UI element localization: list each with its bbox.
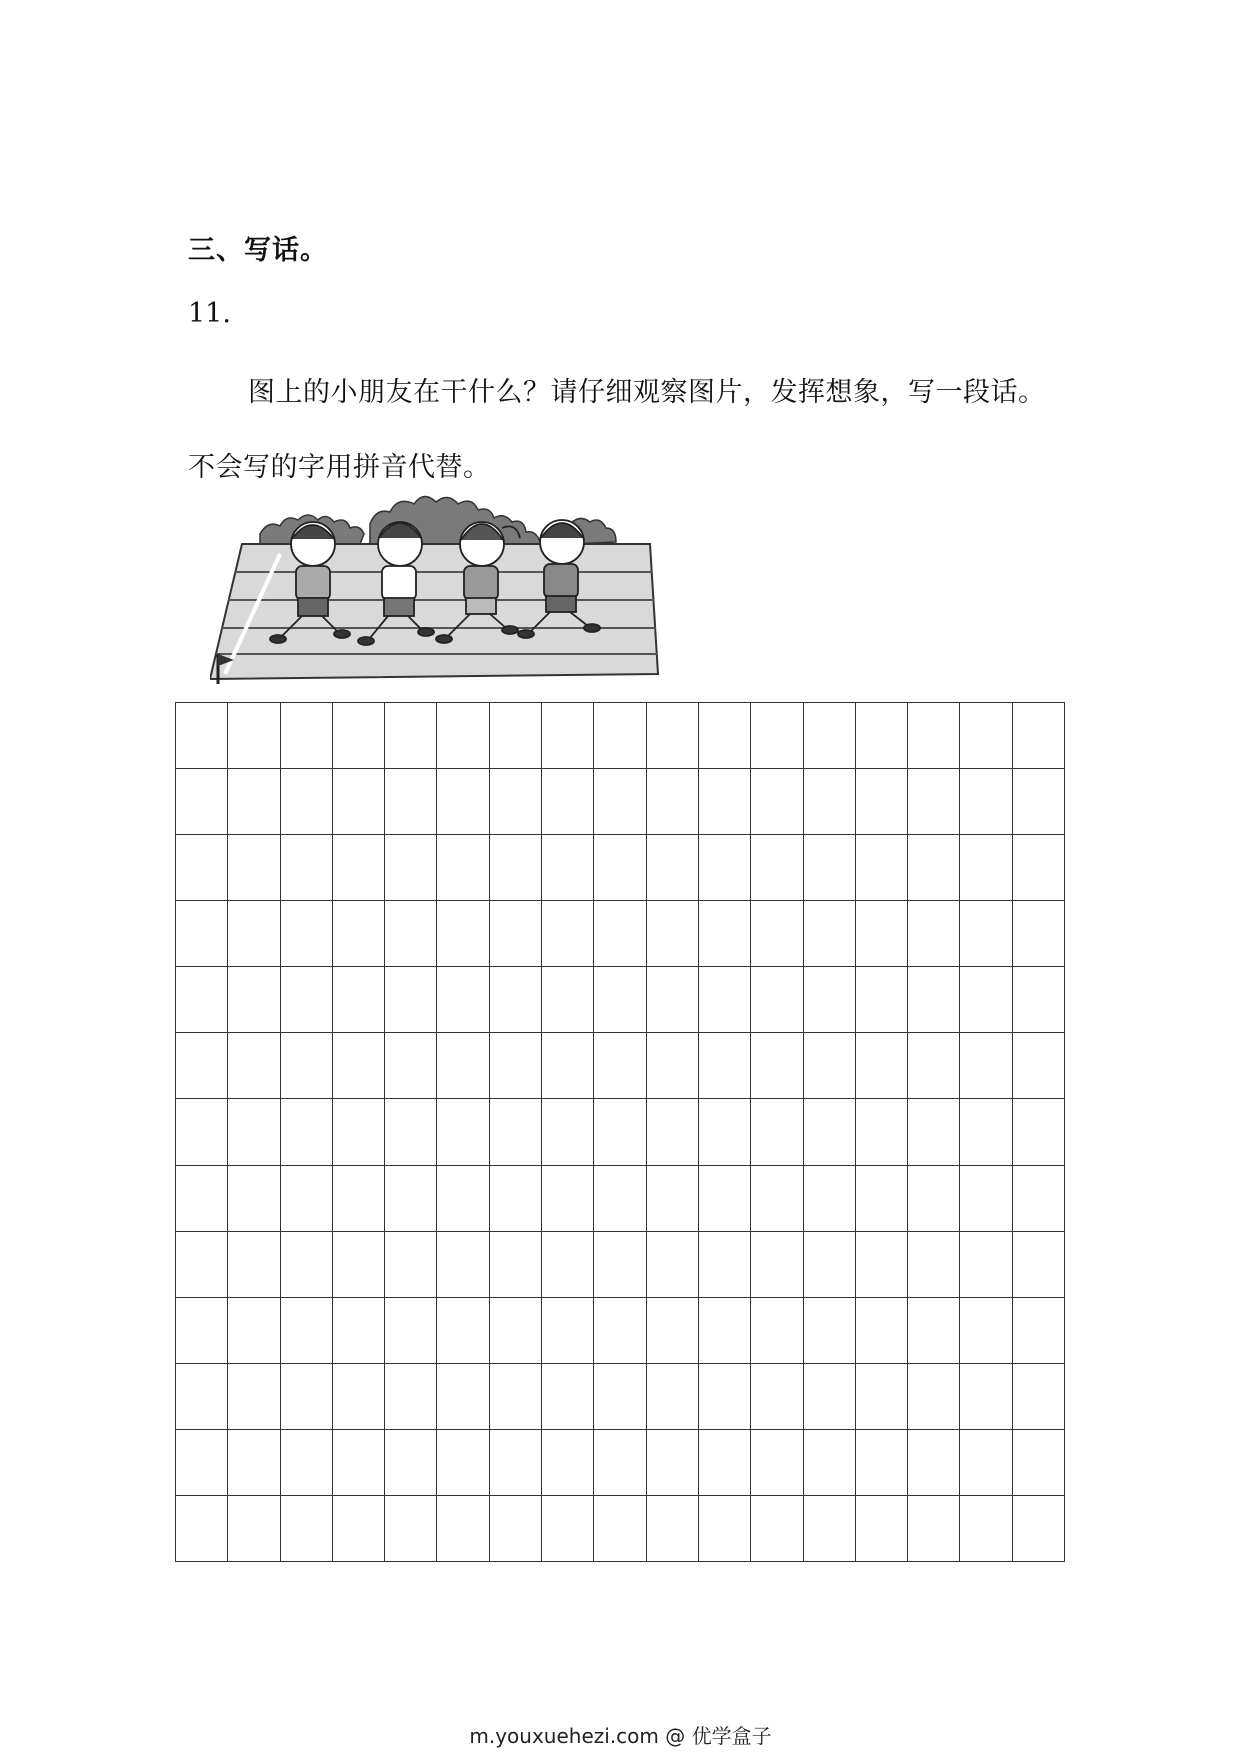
writing-cell[interactable] bbox=[542, 967, 594, 1033]
writing-cell[interactable] bbox=[751, 1298, 803, 1364]
writing-cell[interactable] bbox=[490, 901, 542, 967]
writing-cell[interactable] bbox=[960, 1166, 1012, 1232]
writing-cell[interactable] bbox=[228, 1232, 280, 1298]
writing-cell[interactable] bbox=[437, 1099, 489, 1165]
writing-cell[interactable] bbox=[1013, 769, 1065, 835]
writing-cell[interactable] bbox=[751, 1364, 803, 1430]
writing-cell[interactable] bbox=[385, 1232, 437, 1298]
writing-cell[interactable] bbox=[490, 1033, 542, 1099]
writing-cell[interactable] bbox=[490, 1232, 542, 1298]
writing-cell[interactable] bbox=[385, 835, 437, 901]
writing-cell[interactable] bbox=[228, 1166, 280, 1232]
writing-cell[interactable] bbox=[908, 967, 960, 1033]
writing-cell[interactable] bbox=[960, 1364, 1012, 1430]
writing-cell[interactable] bbox=[960, 1033, 1012, 1099]
writing-cell[interactable] bbox=[1013, 901, 1065, 967]
writing-cell[interactable] bbox=[490, 1099, 542, 1165]
footer-watermark: m.youxuehezi.com @ 优学盒子 bbox=[469, 1724, 772, 1748]
writing-cell[interactable] bbox=[908, 769, 960, 835]
writing-cell[interactable] bbox=[542, 901, 594, 967]
writing-cell[interactable] bbox=[437, 769, 489, 835]
writing-cell[interactable] bbox=[176, 967, 228, 1033]
writing-cell[interactable] bbox=[960, 1099, 1012, 1165]
writing-cell[interactable] bbox=[594, 901, 646, 967]
writing-cell[interactable] bbox=[281, 901, 333, 967]
writing-cell[interactable] bbox=[960, 769, 1012, 835]
writing-cell[interactable] bbox=[804, 1232, 856, 1298]
writing-cell[interactable] bbox=[699, 967, 751, 1033]
writing-cell[interactable] bbox=[751, 1232, 803, 1298]
writing-cell[interactable] bbox=[176, 1364, 228, 1430]
writing-cell[interactable] bbox=[594, 835, 646, 901]
writing-cell[interactable] bbox=[437, 967, 489, 1033]
writing-cell[interactable] bbox=[960, 1298, 1012, 1364]
writing-cell[interactable] bbox=[1013, 1099, 1065, 1165]
writing-cell[interactable] bbox=[699, 1364, 751, 1430]
writing-cell[interactable] bbox=[751, 1496, 803, 1562]
writing-cell[interactable] bbox=[647, 1166, 699, 1232]
writing-cell[interactable] bbox=[856, 1166, 908, 1232]
writing-cell[interactable] bbox=[281, 1364, 333, 1430]
writing-cell[interactable] bbox=[490, 1298, 542, 1364]
writing-cell[interactable] bbox=[647, 1099, 699, 1165]
writing-cell[interactable] bbox=[751, 1099, 803, 1165]
writing-cell[interactable] bbox=[594, 1166, 646, 1232]
writing-cell[interactable] bbox=[333, 1232, 385, 1298]
writing-cell[interactable] bbox=[804, 1298, 856, 1364]
writing-cell[interactable] bbox=[908, 1232, 960, 1298]
writing-cell[interactable] bbox=[385, 967, 437, 1033]
writing-cell[interactable] bbox=[1013, 703, 1065, 769]
writing-cell[interactable] bbox=[699, 1496, 751, 1562]
writing-cell[interactable] bbox=[281, 1166, 333, 1232]
writing-cell[interactable] bbox=[333, 1430, 385, 1496]
writing-cell[interactable] bbox=[908, 1364, 960, 1430]
writing-cell[interactable] bbox=[1013, 1166, 1065, 1232]
writing-cell[interactable] bbox=[542, 1496, 594, 1562]
writing-cell[interactable] bbox=[333, 901, 385, 967]
writing-cell[interactable] bbox=[281, 967, 333, 1033]
writing-cell[interactable] bbox=[699, 835, 751, 901]
writing-cell[interactable] bbox=[176, 1033, 228, 1099]
writing-cell[interactable] bbox=[751, 967, 803, 1033]
writing-cell[interactable] bbox=[385, 1033, 437, 1099]
writing-cell[interactable] bbox=[385, 1099, 437, 1165]
writing-cell[interactable] bbox=[856, 1033, 908, 1099]
writing-cell[interactable] bbox=[385, 901, 437, 967]
writing-cell[interactable] bbox=[908, 1166, 960, 1232]
writing-cell[interactable] bbox=[908, 1099, 960, 1165]
writing-cell[interactable] bbox=[542, 1298, 594, 1364]
writing-cell[interactable] bbox=[647, 769, 699, 835]
writing-cell[interactable] bbox=[490, 703, 542, 769]
writing-cell[interactable] bbox=[176, 1496, 228, 1562]
writing-cell[interactable] bbox=[751, 1430, 803, 1496]
writing-cell[interactable] bbox=[594, 1033, 646, 1099]
writing-cell[interactable] bbox=[542, 1033, 594, 1099]
writing-cell[interactable] bbox=[856, 1099, 908, 1165]
writing-cell[interactable] bbox=[437, 703, 489, 769]
writing-cell[interactable] bbox=[594, 1364, 646, 1430]
writing-cell[interactable] bbox=[751, 835, 803, 901]
writing-cell[interactable] bbox=[281, 703, 333, 769]
writing-cell[interactable] bbox=[385, 769, 437, 835]
writing-cell[interactable] bbox=[699, 1430, 751, 1496]
writing-cell[interactable] bbox=[594, 1232, 646, 1298]
writing-cell[interactable] bbox=[281, 1232, 333, 1298]
writing-cell[interactable] bbox=[647, 1364, 699, 1430]
writing-cell[interactable] bbox=[490, 967, 542, 1033]
writing-cell[interactable] bbox=[490, 835, 542, 901]
writing-cell[interactable] bbox=[385, 1166, 437, 1232]
writing-cell[interactable] bbox=[385, 1430, 437, 1496]
writing-cell[interactable] bbox=[437, 1430, 489, 1496]
writing-cell[interactable] bbox=[856, 835, 908, 901]
writing-cell[interactable] bbox=[228, 1099, 280, 1165]
writing-cell[interactable] bbox=[437, 1033, 489, 1099]
writing-cell[interactable] bbox=[699, 769, 751, 835]
writing-cell[interactable] bbox=[542, 703, 594, 769]
writing-cell[interactable] bbox=[176, 1099, 228, 1165]
writing-cell[interactable] bbox=[647, 703, 699, 769]
writing-cell[interactable] bbox=[333, 1166, 385, 1232]
writing-cell[interactable] bbox=[333, 1033, 385, 1099]
writing-cell[interactable] bbox=[647, 1430, 699, 1496]
writing-cell[interactable] bbox=[281, 1033, 333, 1099]
writing-cell[interactable] bbox=[228, 1496, 280, 1562]
writing-cell[interactable] bbox=[699, 1033, 751, 1099]
writing-cell[interactable] bbox=[804, 1099, 856, 1165]
writing-cell[interactable] bbox=[594, 1298, 646, 1364]
writing-cell[interactable] bbox=[594, 1496, 646, 1562]
writing-cell[interactable] bbox=[333, 1364, 385, 1430]
writing-cell[interactable] bbox=[542, 769, 594, 835]
writing-cell[interactable] bbox=[699, 1232, 751, 1298]
writing-cell[interactable] bbox=[490, 1364, 542, 1430]
writing-cell[interactable] bbox=[542, 1099, 594, 1165]
writing-cell[interactable] bbox=[804, 1033, 856, 1099]
writing-cell[interactable] bbox=[1013, 1430, 1065, 1496]
writing-grid[interactable] bbox=[175, 702, 1065, 1562]
writing-cell[interactable] bbox=[385, 1364, 437, 1430]
writing-cell[interactable] bbox=[228, 1364, 280, 1430]
writing-cell[interactable] bbox=[804, 835, 856, 901]
writing-cell[interactable] bbox=[908, 1430, 960, 1496]
writing-cell[interactable] bbox=[751, 901, 803, 967]
writing-cell[interactable] bbox=[385, 1496, 437, 1562]
writing-cell[interactable] bbox=[333, 703, 385, 769]
writing-cell[interactable] bbox=[856, 1232, 908, 1298]
writing-cell[interactable] bbox=[176, 835, 228, 901]
writing-cell[interactable] bbox=[281, 1496, 333, 1562]
question-prompt: 图上的小朋友在干什么？请仔细观察图片，发挥想象，写一段话。不会写的字用拼音代替。 bbox=[188, 377, 1046, 483]
writing-cell[interactable] bbox=[333, 1496, 385, 1562]
writing-cell[interactable] bbox=[856, 967, 908, 1033]
writing-cell[interactable] bbox=[176, 1232, 228, 1298]
running-children-illustration bbox=[210, 484, 665, 690]
writing-cell[interactable] bbox=[333, 769, 385, 835]
writing-cell[interactable] bbox=[228, 835, 280, 901]
writing-cell[interactable] bbox=[437, 835, 489, 901]
writing-cell[interactable] bbox=[647, 967, 699, 1033]
writing-cell[interactable] bbox=[437, 1496, 489, 1562]
writing-cell[interactable] bbox=[856, 1298, 908, 1364]
writing-cell[interactable] bbox=[647, 1496, 699, 1562]
writing-cell[interactable] bbox=[281, 1099, 333, 1165]
writing-cell[interactable] bbox=[960, 1430, 1012, 1496]
writing-cell[interactable] bbox=[908, 703, 960, 769]
writing-cell[interactable] bbox=[804, 769, 856, 835]
writing-cell[interactable] bbox=[490, 1430, 542, 1496]
writing-cell[interactable] bbox=[960, 901, 1012, 967]
writing-cell[interactable] bbox=[281, 835, 333, 901]
writing-cell[interactable] bbox=[176, 901, 228, 967]
writing-cell[interactable] bbox=[542, 1166, 594, 1232]
section-title: 三、写话。 bbox=[188, 235, 328, 266]
writing-cell[interactable] bbox=[856, 1364, 908, 1430]
writing-cell[interactable] bbox=[908, 1496, 960, 1562]
writing-cell[interactable] bbox=[960, 703, 1012, 769]
writing-cell[interactable] bbox=[804, 967, 856, 1033]
writing-cell[interactable] bbox=[437, 1232, 489, 1298]
writing-cell[interactable] bbox=[228, 703, 280, 769]
writing-cell[interactable] bbox=[385, 1298, 437, 1364]
writing-cell[interactable] bbox=[699, 901, 751, 967]
writing-cell[interactable] bbox=[804, 1496, 856, 1562]
writing-cell[interactable] bbox=[490, 769, 542, 835]
writing-cell[interactable] bbox=[228, 1033, 280, 1099]
writing-cell[interactable] bbox=[647, 1298, 699, 1364]
writing-cell[interactable] bbox=[647, 1232, 699, 1298]
writing-cell[interactable] bbox=[176, 1298, 228, 1364]
writing-cell[interactable] bbox=[228, 1430, 280, 1496]
writing-cell[interactable] bbox=[542, 1430, 594, 1496]
writing-cell[interactable] bbox=[960, 1232, 1012, 1298]
writing-cell[interactable] bbox=[385, 703, 437, 769]
writing-cell[interactable] bbox=[333, 1298, 385, 1364]
writing-cell[interactable] bbox=[856, 769, 908, 835]
writing-cell[interactable] bbox=[647, 1033, 699, 1099]
writing-cell[interactable] bbox=[908, 835, 960, 901]
writing-cell[interactable] bbox=[333, 967, 385, 1033]
writing-cell[interactable] bbox=[1013, 1364, 1065, 1430]
writing-cell[interactable] bbox=[542, 1364, 594, 1430]
writing-cell[interactable] bbox=[176, 703, 228, 769]
writing-cell[interactable] bbox=[804, 1430, 856, 1496]
writing-cell[interactable] bbox=[176, 1430, 228, 1496]
writing-cell[interactable] bbox=[699, 1298, 751, 1364]
writing-cell[interactable] bbox=[228, 769, 280, 835]
writing-cell[interactable] bbox=[594, 769, 646, 835]
question-number: 11. bbox=[188, 298, 231, 329]
writing-cell[interactable] bbox=[437, 1298, 489, 1364]
writing-cell[interactable] bbox=[960, 835, 1012, 901]
writing-cell[interactable] bbox=[699, 703, 751, 769]
writing-cell[interactable] bbox=[647, 835, 699, 901]
writing-cell[interactable] bbox=[594, 967, 646, 1033]
writing-cell[interactable] bbox=[804, 1364, 856, 1430]
writing-cell[interactable] bbox=[490, 1166, 542, 1232]
writing-cell[interactable] bbox=[960, 1496, 1012, 1562]
writing-cell[interactable] bbox=[1013, 835, 1065, 901]
writing-cell[interactable] bbox=[594, 1430, 646, 1496]
writing-cell[interactable] bbox=[751, 769, 803, 835]
writing-cell[interactable] bbox=[908, 1033, 960, 1099]
writing-cell[interactable] bbox=[594, 1099, 646, 1165]
writing-cell[interactable] bbox=[960, 967, 1012, 1033]
writing-cell[interactable] bbox=[333, 1099, 385, 1165]
writing-cell[interactable] bbox=[490, 1496, 542, 1562]
writing-cell[interactable] bbox=[751, 703, 803, 769]
writing-cell[interactable] bbox=[281, 1298, 333, 1364]
writing-cell[interactable] bbox=[333, 835, 385, 901]
writing-cell[interactable] bbox=[176, 1166, 228, 1232]
writing-cell[interactable] bbox=[751, 1166, 803, 1232]
writing-cell[interactable] bbox=[594, 703, 646, 769]
writing-cell[interactable] bbox=[542, 1232, 594, 1298]
writing-cell[interactable] bbox=[176, 769, 228, 835]
writing-cell[interactable] bbox=[1013, 1232, 1065, 1298]
writing-cell[interactable] bbox=[804, 703, 856, 769]
writing-cell[interactable] bbox=[804, 901, 856, 967]
writing-cell[interactable] bbox=[908, 1298, 960, 1364]
writing-cell[interactable] bbox=[281, 769, 333, 835]
writing-cell[interactable] bbox=[751, 1033, 803, 1099]
writing-cell[interactable] bbox=[437, 1364, 489, 1430]
writing-cell[interactable] bbox=[1013, 1033, 1065, 1099]
writing-cell[interactable] bbox=[908, 901, 960, 967]
writing-cell[interactable] bbox=[228, 1298, 280, 1364]
writing-cell[interactable] bbox=[1013, 1496, 1065, 1562]
writing-cell[interactable] bbox=[804, 1166, 856, 1232]
writing-cell[interactable] bbox=[228, 901, 280, 967]
writing-cell[interactable] bbox=[281, 1430, 333, 1496]
writing-cell[interactable] bbox=[228, 967, 280, 1033]
writing-cell[interactable] bbox=[856, 1430, 908, 1496]
writing-cell[interactable] bbox=[437, 1166, 489, 1232]
writing-cell[interactable] bbox=[856, 703, 908, 769]
writing-cell[interactable] bbox=[542, 835, 594, 901]
writing-cell[interactable] bbox=[856, 1496, 908, 1562]
writing-cell[interactable] bbox=[1013, 967, 1065, 1033]
writing-cell[interactable] bbox=[856, 901, 908, 967]
writing-cell[interactable] bbox=[437, 901, 489, 967]
writing-cell[interactable] bbox=[699, 1099, 751, 1165]
writing-cell[interactable] bbox=[1013, 1298, 1065, 1364]
writing-cell[interactable] bbox=[699, 1166, 751, 1232]
writing-cell[interactable] bbox=[647, 901, 699, 967]
